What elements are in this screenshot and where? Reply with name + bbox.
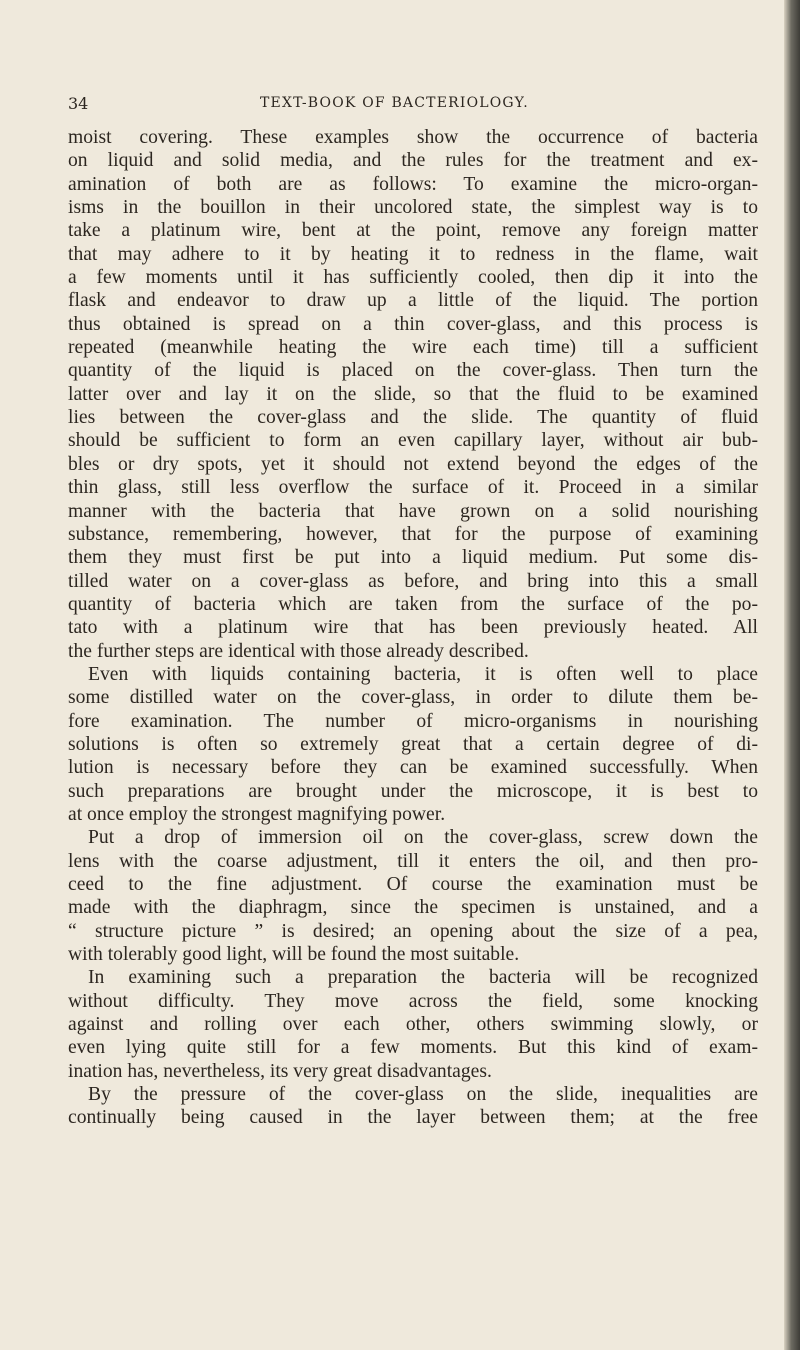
paragraph bbox=[68, 126, 758, 663]
paragraph bbox=[68, 826, 758, 966]
text-line: bles or dry spots, yet it should not extend beyond the edges of the bbox=[68, 453, 758, 475]
text-line: lution is necessary before they can be examined successfully. When bbox=[68, 757, 758, 779]
text-line: them they must first be put into a liquid medium. Put some dis- bbox=[68, 547, 758, 569]
text-line: In examining such a preparation the bacteria will be recognized bbox=[88, 967, 758, 989]
text-line: made with the diaphragm, since the specimen is unstained, and a bbox=[68, 897, 758, 919]
text-line: tilled water on a cover-glass as before, and bring into this a small bbox=[68, 570, 758, 592]
text-line: against and rolling over each other, others swimming slowly, or bbox=[68, 1014, 758, 1036]
text-line: “ structure picture ” is desired; an opening about the size of a pea, bbox=[68, 920, 758, 942]
text-line: with tolerably good light, will be found the most suitable. bbox=[68, 944, 520, 966]
paragraph bbox=[68, 663, 758, 826]
text-line: even lying quite still for a few moments. But this kind of exam- bbox=[68, 1037, 758, 1059]
text-line: lies between the cover-glass and the slide. The quantity of fluid bbox=[68, 407, 758, 429]
text-line: such preparations are brought under the microscope, it is best to bbox=[68, 780, 758, 802]
text-line: thin glass, still less overflow the surface of it. Proceed in a similar bbox=[68, 477, 758, 499]
text-line: some distilled water on the cover-glass, in order to dilute them be- bbox=[68, 687, 758, 709]
text-line: lens with the coarse adjustment, till it enters the oil, and then pro- bbox=[68, 850, 758, 872]
text-line: quantity of bacteria which are taken from the surface of the po- bbox=[68, 593, 758, 615]
paragraph bbox=[68, 1083, 758, 1130]
text-line: without difficulty. They move across the field, some knocking bbox=[68, 990, 758, 1012]
text-line: Put a drop of immersion oil on the cover-glass, screw down the bbox=[88, 827, 758, 849]
text-line: should be sufficient to form an even capillary layer, without air bub- bbox=[68, 430, 758, 452]
text-line: a few moments until it has sufficiently cooled, then dip it into the bbox=[68, 267, 758, 289]
page-header bbox=[68, 94, 748, 118]
body-text bbox=[68, 126, 758, 1130]
text-line: ination has, nevertheless, its very great disadvantages. bbox=[68, 1060, 492, 1082]
paragraph bbox=[68, 966, 758, 1083]
text-line: take a platinum wire, bent at the point, remove any foreign matter bbox=[68, 220, 758, 242]
text-line: Even with liquids containing bacteria, it is often well to place bbox=[88, 663, 758, 685]
text-line: latter over and lay it on the slide, so that the fluid to be examined bbox=[68, 383, 758, 405]
text-line: solutions is often so extremely great that a certain degree of di- bbox=[68, 733, 758, 755]
text-line: moist covering. These examples show the occurrence of bacteria bbox=[68, 127, 758, 148]
text-line: manner with the bacteria that have grown on a solid nourishing bbox=[68, 500, 758, 522]
text-line: quantity of the liquid is placed on the cover-glass. Then turn the bbox=[68, 360, 758, 382]
text-line: By the pressure of the cover-glass on the slide, inequalities are bbox=[88, 1084, 758, 1106]
text-line: amination of both are as follows: To examine the micro-organ- bbox=[68, 173, 758, 195]
text-line: at once employ the strongest magnifying power. bbox=[68, 803, 446, 825]
text-line: the further steps are identical with those already described. bbox=[68, 640, 529, 662]
text-line: thus obtained is spread on a thin cover-glass, and this process is bbox=[68, 313, 758, 335]
text-line: repeated (meanwhile heating the wire each time) till a sufficient bbox=[68, 337, 758, 359]
text-line: substance, remembering, however, that for the purpose of examining bbox=[68, 523, 758, 545]
page-number: 34 bbox=[68, 94, 89, 113]
text-line: flask and endeavor to draw up a little of the liquid. The portion bbox=[68, 290, 758, 312]
text-line: tato with a platinum wire that has been previously heated. All bbox=[68, 617, 758, 639]
page-edge-shadow bbox=[784, 0, 800, 1350]
text-line: continually being caused in the layer between them; at the free bbox=[68, 1107, 758, 1129]
text-line: on liquid and solid media, and the rules for the treatment and ex- bbox=[68, 150, 758, 172]
text-line: isms in the bouillon in their uncolored state, the simplest way is to bbox=[68, 197, 758, 219]
text-line: ceed to the fine adjustment. Of course the examination must be bbox=[68, 874, 758, 895]
running-head: TEXT-BOOK OF BACTERIOLOGY. bbox=[260, 95, 529, 111]
text-line: that may adhere to it by heating it to redness in the flame, wait bbox=[68, 243, 758, 265]
text-line: fore examination. The number of micro-organisms in nourishing bbox=[68, 710, 758, 732]
